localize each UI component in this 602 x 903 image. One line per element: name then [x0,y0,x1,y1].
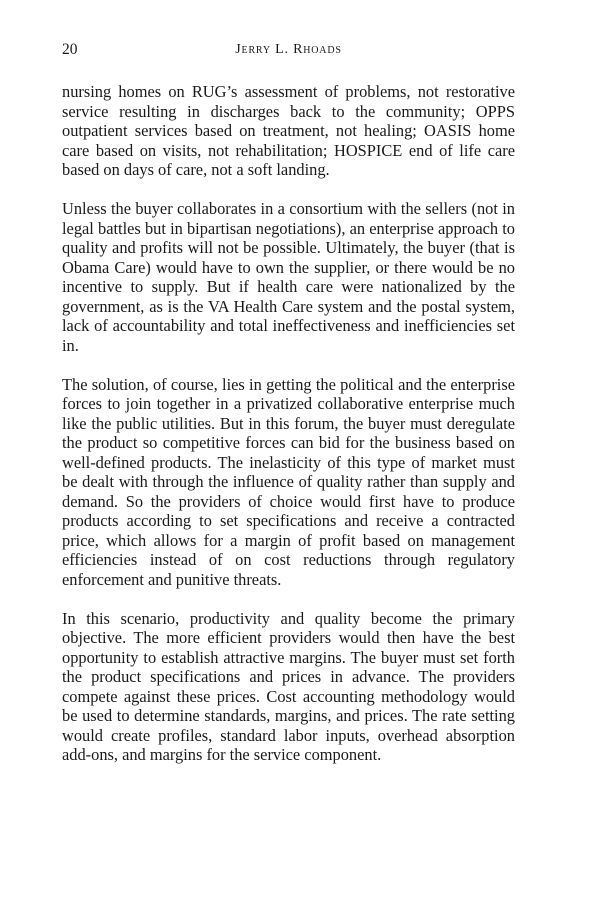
paragraph-3: The solution, of course, lies in getting the political and the enterprise forces to join together in a privatized collaborative enterprise much like the public utilities. But in this forum, the buyer must deregulate the product so competitive forces can bid for the business based on well-defined products. The inelasticity of this type of market must be dealt with through the influence of quality rather than supply and demand. So the providers of choice would first have to produce products according to set specifications and receive a contracted price, which allows for a margin of profit based on management efficiencies instead of on cost reductions through regulatory enforcement and punitive threats. [62,374,515,589]
body-text [62,82,515,784]
running-head-author: Jerry L. Rhoads [235,42,342,57]
page-number: 20 [62,41,78,58]
paragraph-1: nursing homes on RUG’s assessment of problems, not restorative service resulting in discharges back to the community; OPPS outpatient services based on treatment, not healing; OASIS home care based on visits, not rehabilitation; HOSPICE end of life care based on days of care, not a soft landing. [62,82,515,179]
page-header [62,40,515,62]
paragraph-2: Unless the buyer collaborates in a consortium with the sellers (not in legal battles but in bipartisan negotiations), an enterprise approach to quality and profits will not be possible. Ultimately, the buyer (that is Obama Care) would have to own the supplier, or there would be no incentive to supply. But if health care were nationalized by the government, as is the VA Health Care system and the postal system, lack of accountability and total ineffectiveness and inefficiencies set in. [62,199,515,355]
paragraph-4: In this scenario, productivity and quality become the primary objective. The more efficient providers would then have the best opportunity to establish attractive margins. The buyer must set forth the product specifications and prices in advance. The providers compete against these prices. Cost accounting methodology would be used to determine standards, margins, and prices. The rate setting would create profiles, standard labor inputs, overhead absorption add-ons, and margins for the service component. [62,608,515,764]
